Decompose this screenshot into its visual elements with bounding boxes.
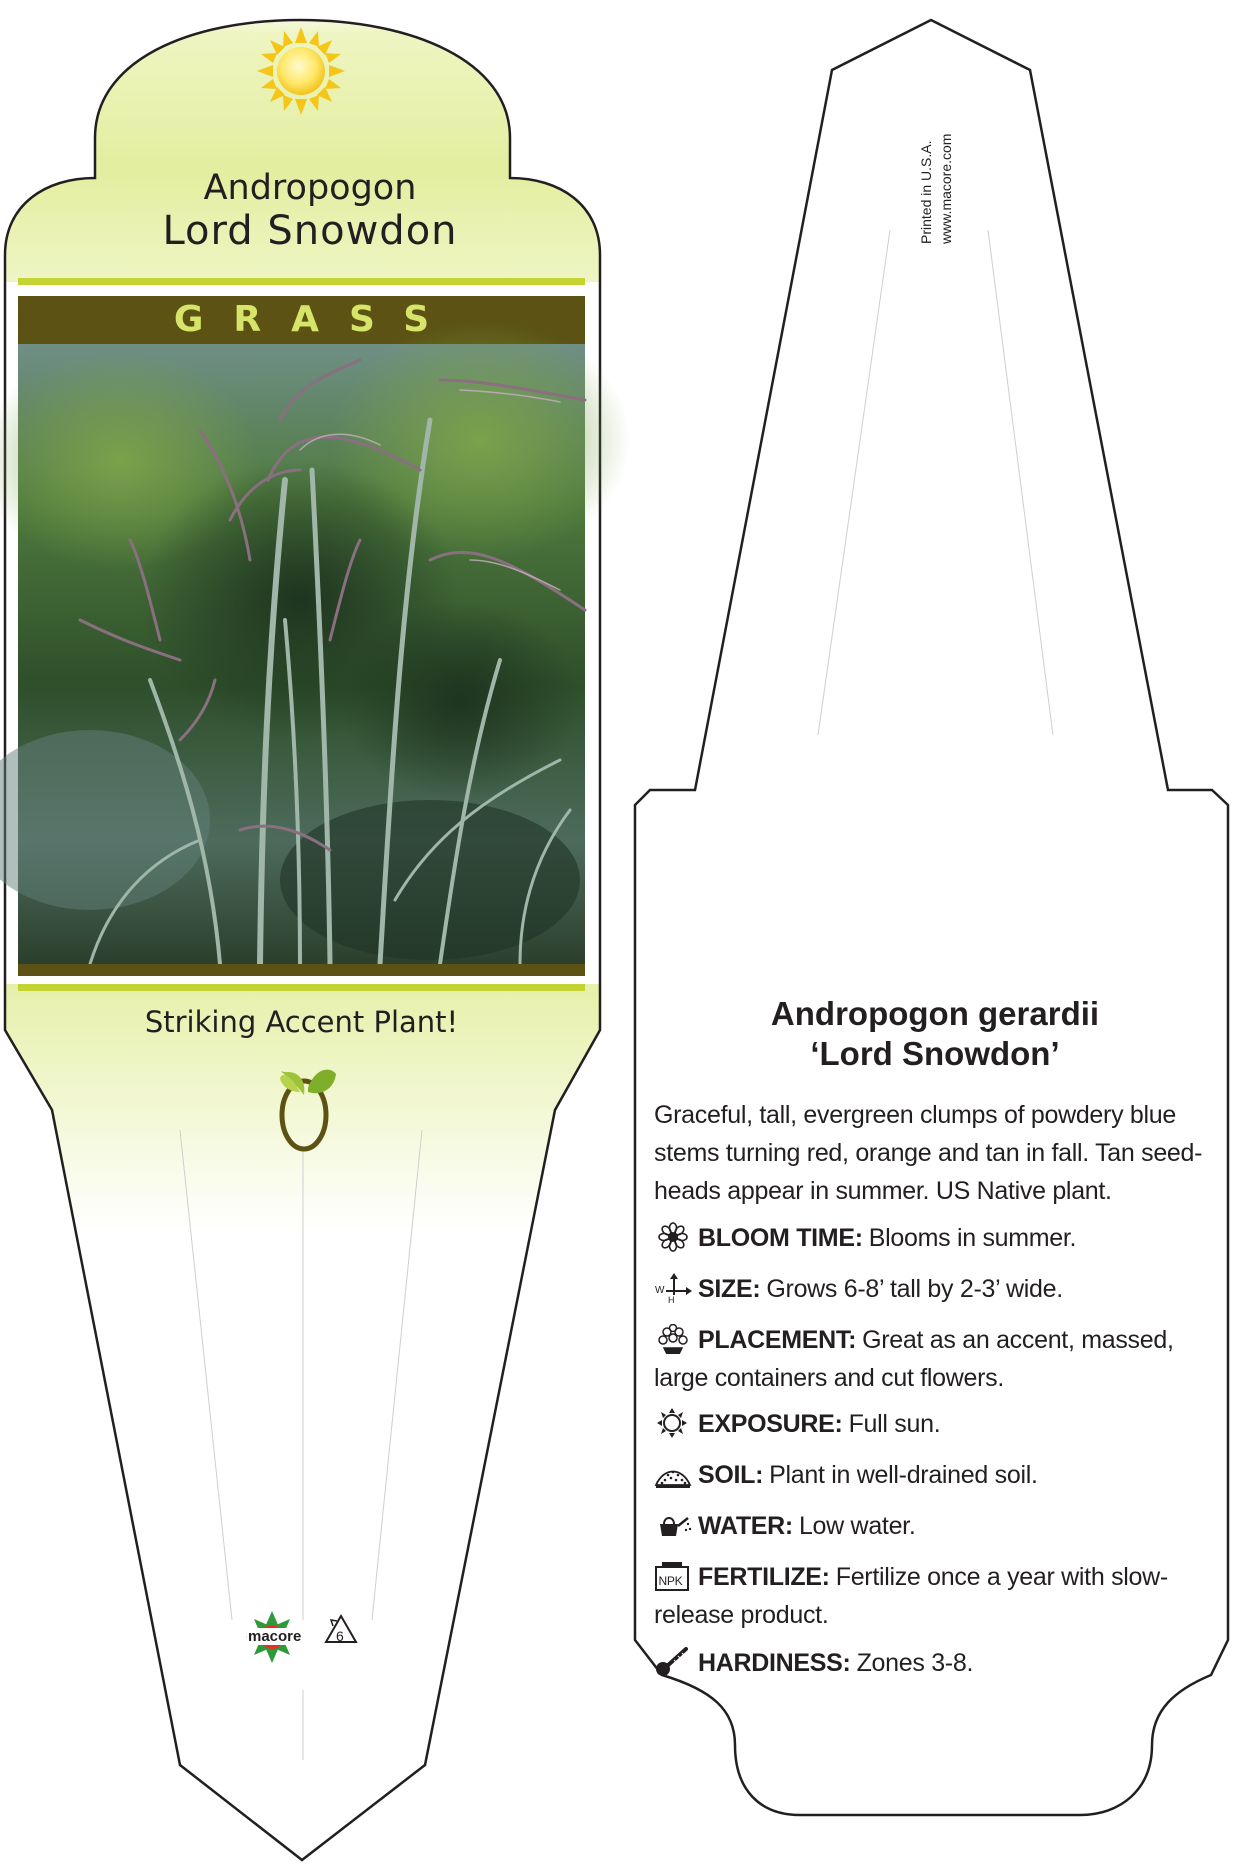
printed-in-text: Printed in U.S.A.	[918, 140, 934, 244]
watering-can-icon	[654, 1510, 692, 1540]
plant-photo	[0, 320, 630, 964]
care-label: HARDINESS:	[698, 1649, 851, 1677]
website-text: www.macore.com	[938, 133, 954, 244]
care-label: FERTILIZE:	[698, 1563, 830, 1591]
back-tag-outline	[635, 20, 1228, 1815]
lower-lime-stripe	[18, 984, 585, 991]
care-text: Full sun.	[848, 1410, 941, 1438]
plant-genus: Andropogon	[203, 168, 417, 208]
npk-icon	[654, 1561, 692, 1591]
care-size	[654, 1270, 1220, 1308]
category-label: GRASS	[173, 299, 460, 340]
care-bloom-time	[654, 1219, 1220, 1257]
soil-icon	[654, 1459, 692, 1489]
plant-tagline: Striking Accent Plant!	[144, 1005, 459, 1039]
size-icon-h: H	[668, 1295, 675, 1303]
care-hardiness	[654, 1644, 1220, 1682]
thermometer-icon	[654, 1647, 692, 1677]
care-fertilize	[654, 1558, 1220, 1634]
placement-icon	[654, 1324, 692, 1354]
care-water	[654, 1507, 1220, 1545]
upper-lime-stripe	[18, 278, 585, 285]
lower-band	[18, 964, 585, 976]
size-icon-w: W	[655, 1285, 665, 1296]
care-label: BLOOM TIME:	[698, 1224, 863, 1252]
care-text: Great as an accent, massed, large containers and cut flowers.	[654, 1326, 1174, 1392]
npk-icon-text: NPK	[658, 1574, 683, 1588]
brand-name: macore	[248, 1628, 302, 1645]
recycle-code: 6	[336, 1628, 344, 1644]
sun-icon	[257, 27, 345, 115]
sun-outline-icon	[654, 1408, 692, 1438]
care-text: Fertilize once a year with slow-release product.	[654, 1563, 1168, 1629]
care-text: Grows 6-8’ tall by 2-3’ wide.	[766, 1275, 1063, 1303]
care-text: Low water.	[798, 1512, 916, 1540]
care-label: SIZE:	[698, 1275, 761, 1303]
care-placement	[654, 1321, 1220, 1397]
plant-cultivar: Lord Snowdon	[162, 208, 458, 254]
botanical-name: Andropogon gerardii	[770, 995, 1100, 1032]
back-tag	[635, 20, 1228, 1815]
size-icon	[654, 1273, 692, 1303]
cultivar-name: ‘Lord Snowdon’	[810, 1035, 1060, 1072]
care-label: EXPOSURE:	[698, 1410, 843, 1438]
plant-description: Graceful, tall, evergreen clumps of powdery blue stems turning red, orange and tan in fall. Tan seed-heads appear in summer. US Native plant.	[654, 1101, 1203, 1205]
care-label: PLACEMENT:	[698, 1326, 857, 1354]
flower-icon	[654, 1222, 692, 1252]
care-label: SOIL:	[698, 1461, 764, 1489]
care-text: Blooms in summer.	[868, 1224, 1077, 1252]
care-exposure	[654, 1405, 1220, 1443]
care-soil	[654, 1456, 1220, 1494]
care-label: WATER:	[698, 1512, 793, 1540]
care-text: Plant in well-drained soil.	[769, 1461, 1038, 1489]
care-text: Zones 3-8.	[856, 1649, 974, 1677]
